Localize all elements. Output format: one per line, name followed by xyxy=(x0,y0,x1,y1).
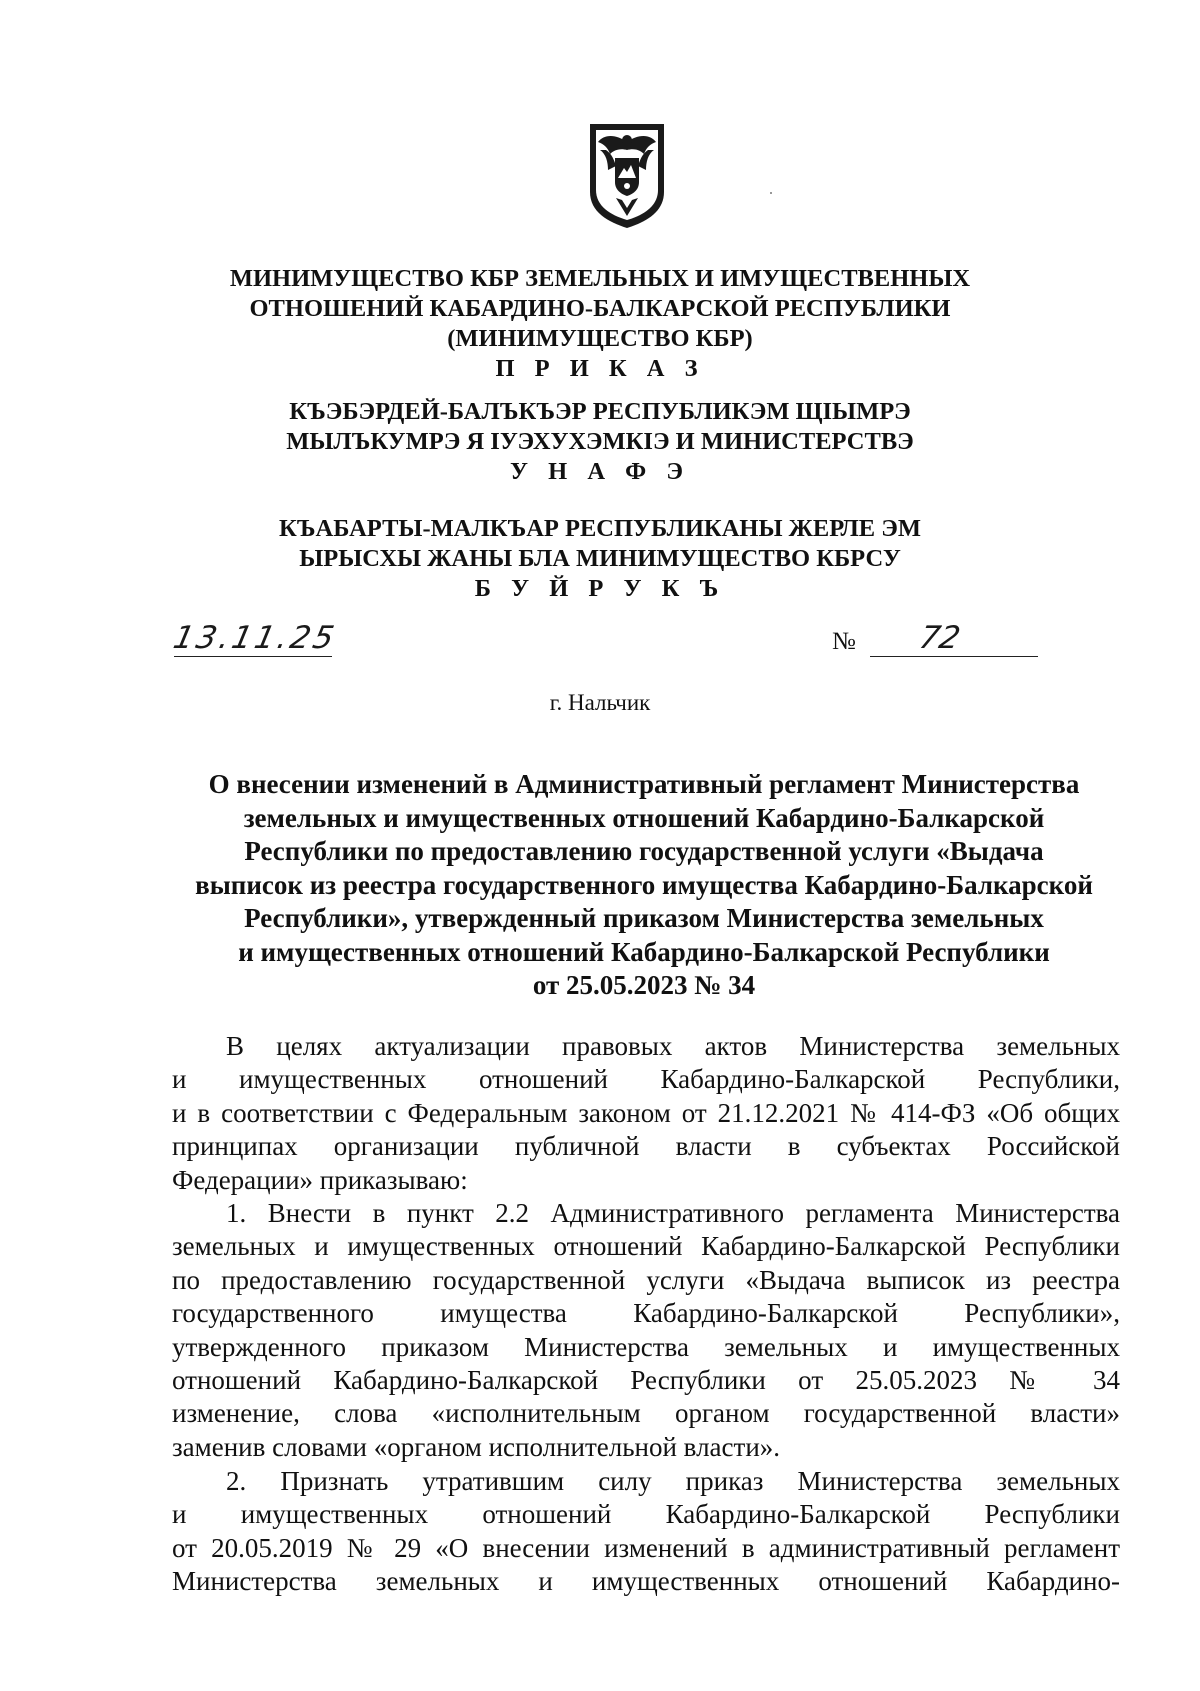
order-number-handwritten: 72 xyxy=(916,620,964,656)
order-date-handwritten: 13.11.25 xyxy=(170,620,340,656)
number-label: № xyxy=(832,628,856,655)
text-line: земельных и имущественных отношений Кабардино-Балкарской Республики xyxy=(172,1231,1120,1262)
paragraph-intro xyxy=(172,1030,1120,1197)
text-line: 2. Признать утратившим силу приказ Министерства земельных xyxy=(226,1466,1120,1496)
text-line: по предоставлению государственной услуги «Выдача выписок из реестра xyxy=(172,1264,1120,1295)
text-line: отношений Кабардино-Балкарской Республики от 25.05.2023 № 34 xyxy=(172,1364,1120,1395)
date-underline xyxy=(174,656,332,657)
text-line: и имущественных отношений Кабардино-Балкарской Республики, xyxy=(172,1064,1120,1095)
kbr-coat-of-arms-icon xyxy=(584,120,670,230)
text-line: изменение, слова «исполнительным органом государственной власти» xyxy=(172,1398,1120,1429)
text-line: утвержденного приказом Министерства земельных и имущественных xyxy=(172,1331,1120,1362)
text-line: принципах организации публичной власти в субъектах Российской xyxy=(172,1131,1120,1162)
title-line: от 25.05.2023 № 34 xyxy=(532,970,756,1000)
header-kbd xyxy=(150,397,1050,487)
header-line: МЫЛЪКУМРЭ Я IУЭХУХЭМКIЭ И МИНИСТЕРСТВЭ xyxy=(286,428,914,455)
header-ru xyxy=(150,264,1050,384)
header-line: ОТНОШЕНИЙ КАБАРДИНО-БАЛКАРСКОЙ РЕСПУБЛИКИ xyxy=(249,295,951,322)
title-line: О внесении изменений в Административный регламент Министерства xyxy=(208,769,1080,799)
text-line: государственного имущества Кабардино-Балкарской Республики», xyxy=(172,1298,1120,1329)
text-line: и имущественных отношений Кабардино-Балкарской Республики xyxy=(172,1499,1120,1530)
paragraph-item-2 xyxy=(172,1465,1120,1599)
scan-speck xyxy=(770,192,772,194)
header-krc xyxy=(150,514,1050,604)
title-line: Республики», утвержденный приказом Министерства земельных xyxy=(244,903,1044,933)
doc-type-ru: П Р И К А З xyxy=(495,355,705,382)
number-underline xyxy=(870,656,1038,657)
text-line: заменив словами «органом исполнительной власти». xyxy=(172,1431,781,1462)
text-line: Федерации» приказываю: xyxy=(172,1164,468,1195)
order-number-field xyxy=(832,620,1042,660)
header-line: КЪЭБЭРДЕЙ-БАЛЪКЪЭР РЕСПУБЛИКЭМ ЩIЫМРЭ xyxy=(289,398,911,425)
title-line: земельных и имущественных отношений Кабардино-Балкарской xyxy=(243,802,1045,833)
title-line: и имущественных отношений Кабардино-Балкарской Республики xyxy=(238,936,1050,967)
city-line: г. Нальчик xyxy=(549,690,651,715)
header-line: КЪАБАРТЫ-МАЛКЪАР РЕСПУБЛИКАНЫ ЖЕРЛЕ ЭМ xyxy=(279,515,921,542)
title-line: выписок из реестра государственного имущества Кабардино-Балкарской xyxy=(195,869,1093,900)
paragraph-item-1 xyxy=(172,1197,1120,1464)
text-line: В целях актуализации правовых актов Министерства земельных xyxy=(226,1031,1120,1061)
text-line: и в соответствии с Федеральным законом от 21.12.2021 № 414-ФЗ «Об общих xyxy=(172,1097,1120,1128)
text-line: от 20.05.2019 № 29 «О внесении изменений в административный регламент xyxy=(172,1532,1120,1563)
order-date-field xyxy=(170,620,340,660)
header-line: МИНИМУЩЕСТВО КБР ЗЕМЕЛЬНЫХ И ИМУЩЕСТВЕННЫХ xyxy=(229,265,971,292)
document-title xyxy=(168,768,1120,1003)
doc-type-kbd: У Н А Ф Э xyxy=(510,458,690,485)
header-line: (МИНИМУЩЕСТВО КБР) xyxy=(447,325,753,352)
header-line: ЫРЫСХЫ ЖАНЫ БЛА МИНИМУЩЕСТВО КБРСУ xyxy=(299,545,901,572)
text-line: 1. Внести в пункт 2.2 Административного регламента Министерства xyxy=(226,1198,1120,1228)
text-line: Министерства земельных и имущественных отношений Кабардино- xyxy=(172,1566,1120,1597)
title-line: Республики по предоставлению государственной услуги «Выдача xyxy=(244,836,1044,866)
doc-type-krc: Б У Й Р У К Ъ xyxy=(474,575,726,602)
